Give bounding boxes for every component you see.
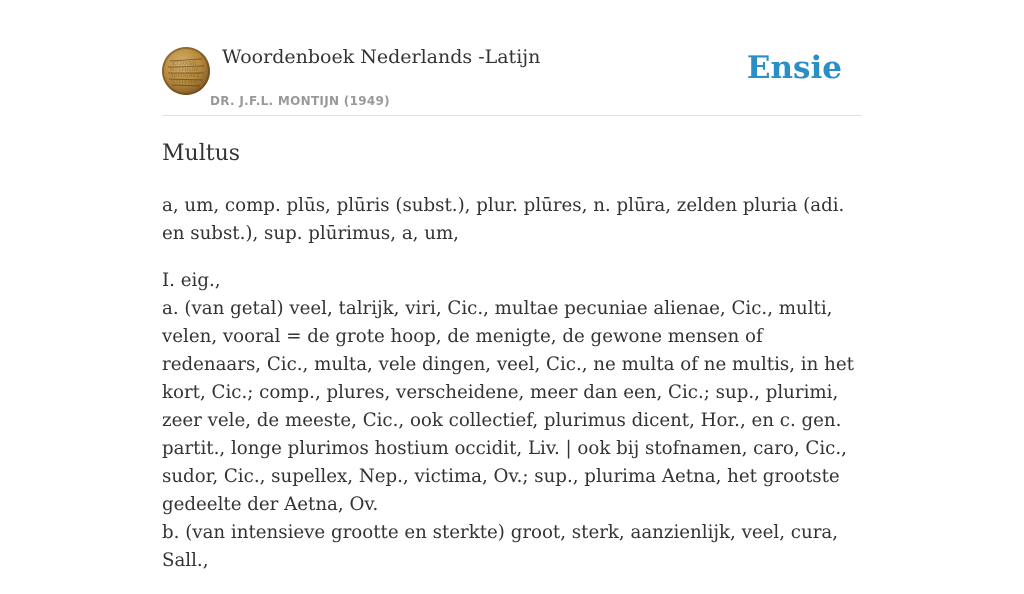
svg-text:KTIRNMI: KTIRNMI: [172, 61, 197, 67]
ensie-logo-link[interactable]: Ensie: [746, 50, 842, 86]
entry-definition-a: a. (van getal) veel, talrijk, viri, Cic., multae pecuniae alienae, Cic., multi, velen, vooral = de grote hoop, de menigte, de gewone mensen of redenaars, Cic., multa, vele dingen, veel, Cic., ne multa of ne multis, in het kort, Cic.; comp., plures, verscheidene, meer dan een, Cic.; sup., plurimi, zeer vele, de meeste, Cic., ook collectief, plurimus dicent, Hor., en c. gen. partit., longe plurimos hostium occidit, Liv. | ook bij stofnamen, caro, Cic., sudor, Cic., supellex, Nep., victima, Ov.; sup., plurima Aetna, het grootste gedeelte der Aetna, Ov.: [162, 298, 854, 515]
entry-definition-b: b. (van intensieve grootte en sterkte) groot, sterk, aanzienlijk, veel, cura, Sall.,: [162, 522, 839, 571]
entry-title: Multus: [162, 141, 241, 166]
svg-text:NTITSMN: NTITSMN: [171, 79, 197, 85]
svg-text:NTTPRSIN: NTTPRSIN: [170, 67, 199, 73]
entry-paragraph-meaning-a: [162, 267, 862, 575]
author-credit: DR. J.F.L. MONTIJN (1949): [210, 94, 390, 108]
entry-body: [162, 192, 862, 594]
coin-icon[interactable]: [162, 47, 210, 95]
page-container: [162, 0, 862, 571]
entry-section-heading: I. eig.,: [162, 270, 221, 291]
book-title[interactable]: Woordenboek Nederlands -Latijn: [222, 46, 541, 68]
entry-paragraph-forms: a, um, comp. plūs, plūris (subst.), plur. plūres, n. plūra, zelden pluria (adi. en subst.), sup. plūrimus, a, um,: [162, 195, 845, 244]
header: [162, 0, 862, 116]
svg-text:ARMNIRET: ARMNIRET: [170, 73, 200, 79]
